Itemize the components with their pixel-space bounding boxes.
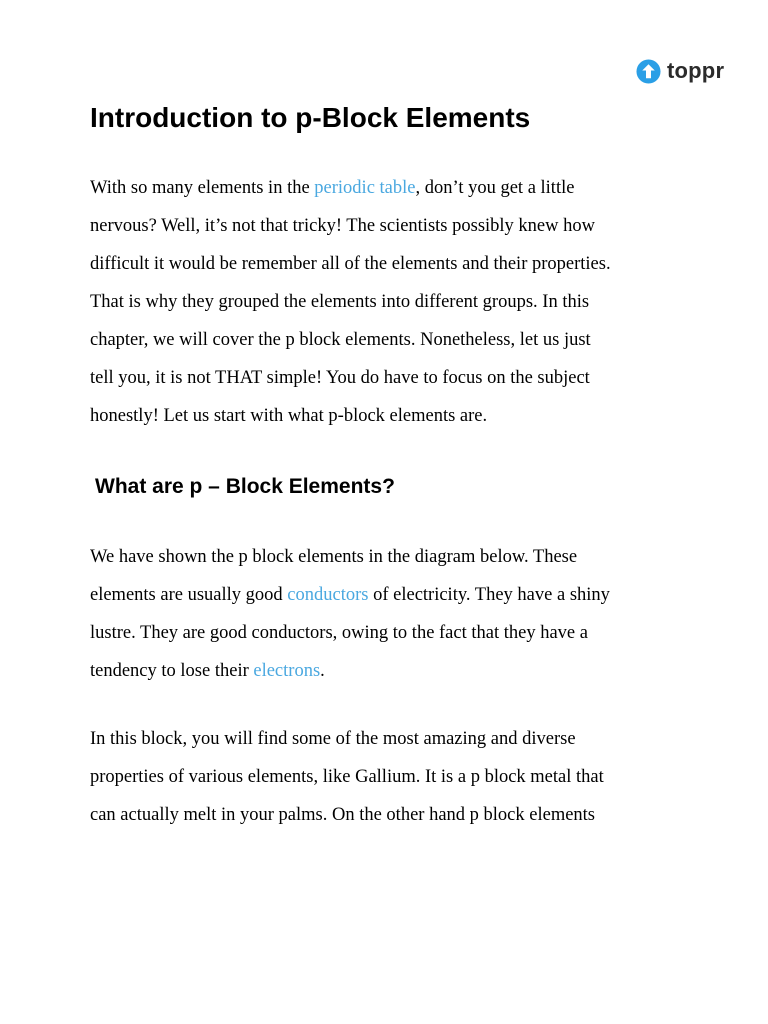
text-run: , don’t you get a little bbox=[415, 178, 575, 198]
paragraph-line bbox=[90, 652, 610, 690]
paragraph-line: tell you, it is not THAT simple! You do have to focus on the subject bbox=[90, 368, 590, 388]
conductors-link[interactable]: conductors bbox=[287, 585, 369, 605]
paragraph-line: properties of various elements, like Gallium. It is a p block metal that bbox=[90, 767, 604, 787]
text-run: of electricity. They have a shiny bbox=[368, 585, 610, 605]
text-run: With so many elements in the bbox=[90, 178, 315, 198]
periodic-table-link[interactable]: periodic table bbox=[314, 178, 416, 198]
paragraph-line: We have shown the p block elements in the diagram below. These bbox=[90, 547, 578, 567]
paragraph-line: can actually melt in your palms. On the other hand p block elements bbox=[90, 805, 596, 825]
paragraph-line: nervous? Well, it’s not that tricky! The scientists possibly knew how bbox=[90, 216, 595, 236]
paragraph-line: lustre. They are good conductors, owing to the fact that they have a bbox=[90, 623, 588, 643]
brand-name: toppr bbox=[667, 58, 725, 83]
text-run: . bbox=[320, 661, 325, 681]
paragraph-line bbox=[90, 576, 610, 614]
text-run: elements are usually good bbox=[90, 585, 288, 605]
properties-paragraph bbox=[90, 720, 604, 834]
electrons-link[interactable]: electrons bbox=[253, 661, 321, 681]
page-title: Introduction to p-Block Elements bbox=[90, 102, 531, 133]
intro-paragraph bbox=[90, 169, 611, 435]
paragraph-line: difficult it would be remember all of the elements and their properties. bbox=[90, 254, 611, 274]
paragraph-line: chapter, we will cover the p block elements. Nonetheless, let us just bbox=[90, 330, 591, 350]
paragraph-line: In this block, you will find some of the most amazing and diverse bbox=[90, 729, 576, 749]
section-heading: What are p – Block Elements? bbox=[95, 475, 395, 498]
arrow-up-circle-icon bbox=[636, 59, 661, 84]
paragraph-line: That is why they grouped the elements into different groups. In this bbox=[90, 292, 590, 312]
paragraph-line: honestly! Let us start with what p-block elements are. bbox=[90, 406, 488, 426]
paragraph-line bbox=[90, 169, 611, 207]
text-run: tendency to lose their bbox=[90, 661, 254, 681]
definition-paragraph bbox=[90, 538, 610, 690]
toppr-logo[interactable] bbox=[636, 57, 724, 85]
